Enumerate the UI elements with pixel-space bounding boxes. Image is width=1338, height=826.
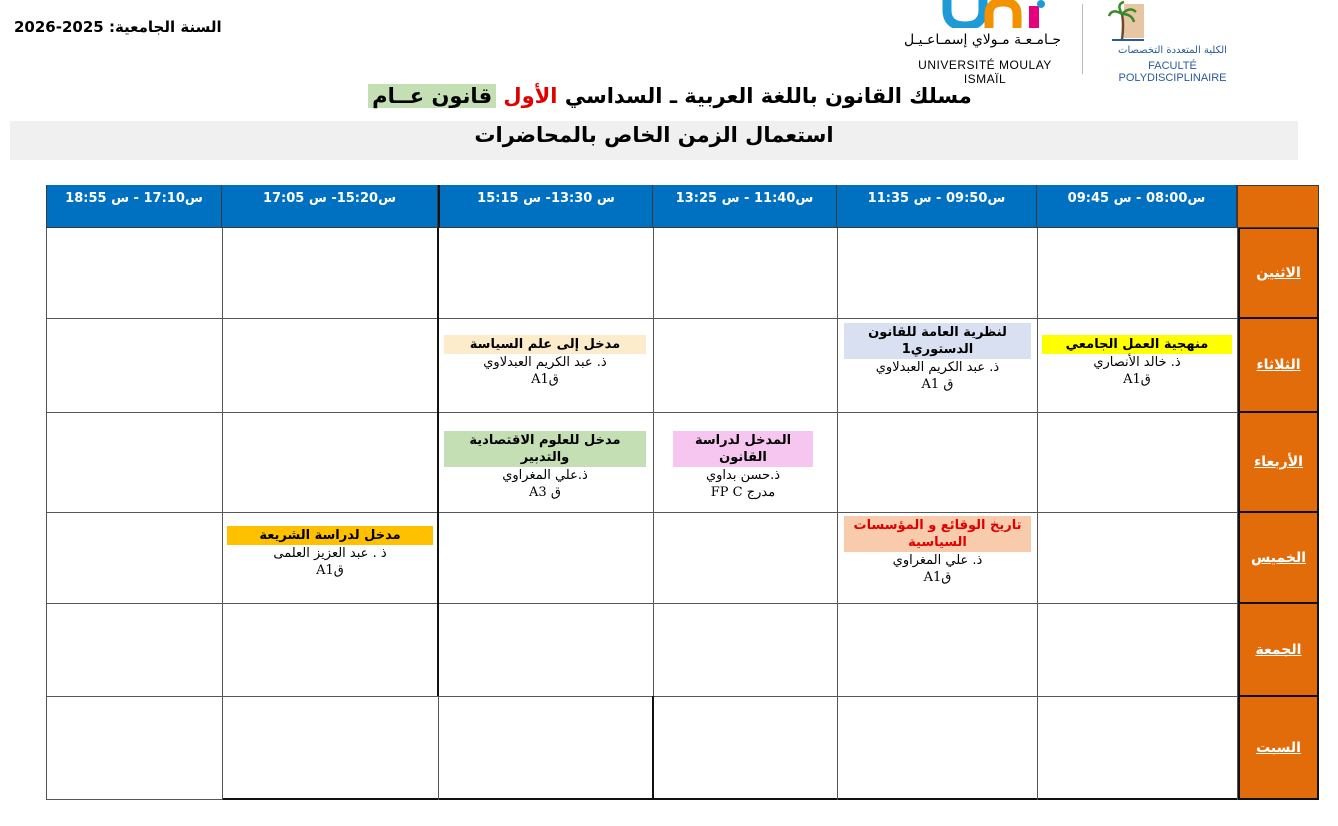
umi-logo-mark-icon — [925, 0, 1050, 28]
course-room: قA1 — [316, 563, 344, 578]
fp-logo — [1100, 0, 1245, 84]
row-divider — [222, 798, 1238, 800]
timetable — [46, 185, 1319, 800]
course-room: قA1 — [1123, 372, 1151, 387]
row-divider — [46, 799, 222, 800]
course-block[interactable] — [844, 516, 1031, 586]
course-name: لنظرية العامة للقانون الدستوري1 — [844, 323, 1031, 359]
semester-highlight: الأول — [503, 84, 558, 108]
corner-cell — [1237, 185, 1319, 228]
column-divider — [222, 228, 223, 800]
day-label-saturday: السبت — [1238, 696, 1319, 800]
course-name: مدخل إلى علم السياسة — [444, 335, 646, 354]
course-professor: ذ. عبد الكريم العبدلاوي — [483, 355, 607, 370]
course-professor: ذ. عبد الكريم العبدلاوي — [875, 360, 1000, 375]
palm-tree-icon — [1108, 0, 1148, 44]
course-name: المدخل لدراسة القانون — [673, 431, 813, 467]
page-subtitle: استعمال الزمن الخاص بالمحاضرات — [474, 123, 834, 147]
course-name: مدخل لدراسة الشريعة — [227, 526, 433, 545]
course-room: مدرج FP C — [710, 485, 776, 500]
column-divider — [437, 228, 439, 696]
time-slot-header: س 13:30- س 15:15 — [438, 185, 653, 228]
course-room: قA1 — [531, 372, 559, 387]
column-divider — [652, 696, 654, 800]
grid-body — [46, 228, 1238, 800]
row-divider — [46, 512, 1238, 513]
umi-arabic-name: جـامـعـة مـولاي إسمـاعـيـل — [903, 32, 1062, 48]
fp-arabic-name: الكلية المتعددة التخصصات — [1118, 45, 1227, 56]
time-slot-header: س17:10 - س 18:55 — [46, 185, 222, 228]
time-slot-header: س15:20- س 17:05 — [222, 185, 438, 228]
course-name: تاريخ الوقائع و المؤسسات السياسية — [844, 516, 1031, 552]
course-professor: ذ. علي المغراوي — [892, 553, 983, 568]
course-block[interactable] — [444, 431, 646, 501]
course-name: منهجية العمل الجامعي — [1042, 335, 1232, 354]
column-divider — [653, 228, 654, 696]
umi-logo — [900, 0, 1070, 86]
row-divider — [46, 603, 1238, 604]
day-label-monday: الاثنين — [1238, 228, 1319, 319]
course-room: ق A1 — [921, 377, 954, 392]
course-room: قA1 — [923, 570, 952, 585]
course-professor: ذ.حسن بداوي — [705, 468, 781, 483]
fp-french-name: FACULTÉ POLYDISCIPLINAIRE — [1118, 60, 1227, 84]
time-slot-header: س11:40 - س 13:25 — [653, 185, 837, 228]
track-highlight: قانون عــام — [368, 84, 496, 108]
course-professor: ذ . عبد العزيز العلمى — [273, 546, 387, 561]
column-divider — [837, 228, 838, 800]
day-label-wednesday: الأربعاء — [1238, 412, 1319, 513]
day-label-thursday: الخميس — [1238, 512, 1319, 604]
course-block[interactable] — [844, 323, 1031, 393]
course-block[interactable] — [444, 335, 646, 388]
umi-french-name: UNIVERSITÉ MOULAY ISMAÏL — [918, 58, 1052, 86]
logo-divider — [1082, 4, 1083, 74]
day-label-friday: الجمعة — [1238, 603, 1319, 697]
program-title — [300, 84, 1040, 108]
program-title-main: مسلك القانون باللغة العربية ـ السداسي — [564, 84, 972, 108]
column-divider — [438, 696, 439, 800]
course-block[interactable] — [1042, 335, 1232, 388]
row-divider — [46, 412, 1238, 413]
course-name: مدخل للعلوم الاقتصادية والتدبير — [444, 431, 646, 467]
course-room: ق A3 — [529, 485, 561, 500]
day-label-tuesday: الثلاثاء — [1238, 318, 1319, 413]
academic-year: السنة الجامعية: 2025-2026 — [14, 18, 222, 36]
row-divider — [46, 696, 1238, 697]
row-divider — [46, 318, 1238, 319]
course-professor: ذ. خالد الأنصاري — [1093, 355, 1181, 370]
course-professor: ذ.علي المغراوي — [502, 468, 588, 483]
course-block[interactable] — [673, 431, 813, 501]
time-slot-header: س08:00 - س 09:45 — [1037, 185, 1237, 228]
course-block[interactable] — [227, 526, 433, 579]
time-slot-header: س09:50 - س 11:35 — [837, 185, 1037, 228]
column-divider — [1037, 228, 1038, 800]
